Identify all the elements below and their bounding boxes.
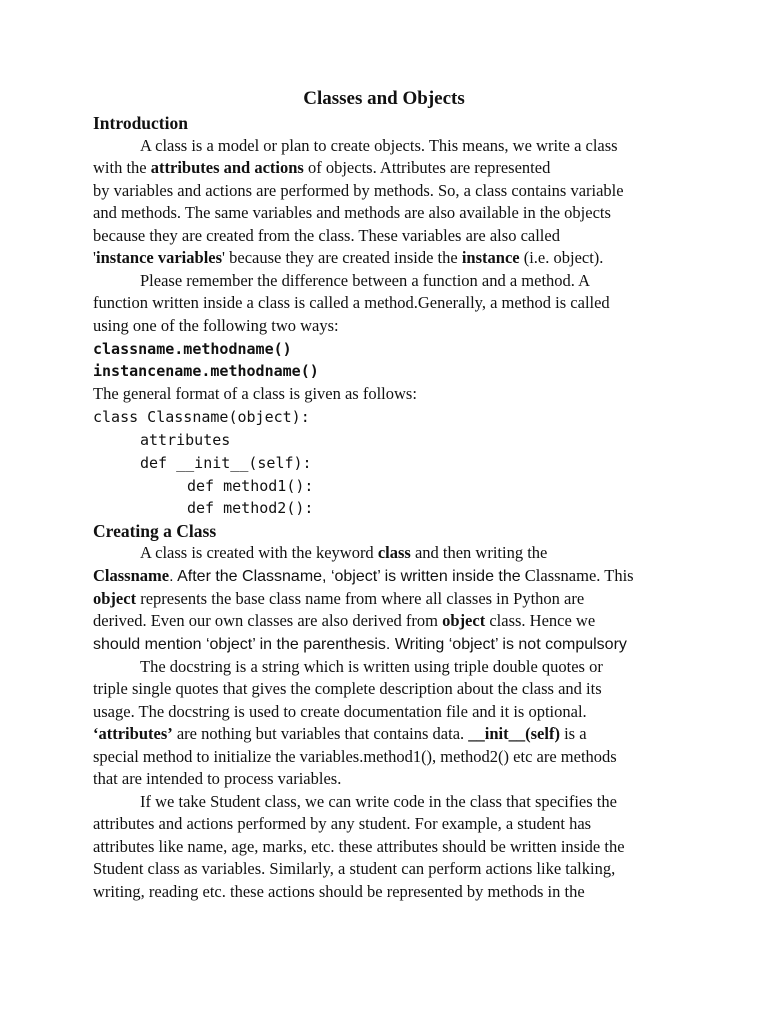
create-p2-line2: triple single quotes that gives the complete description about the class and its [93,679,602,698]
create-p3-line5: writing, reading etc. these actions should be represented by methods in the [93,882,585,901]
intro-p2-line1: Please remember the difference between a function and a method. A [140,271,591,290]
create-p1-line5: should mention ‘object’ in the parenthesis. Writing ‘object’ is not compulsory [93,636,627,653]
create-p3-line4: Student class as variables. Similarly, a student can perform actions like talking, [93,859,616,878]
create-p2-line6: that are intended to process variables. [93,769,342,788]
create-p2-line1: The docstring is a string which is written using triple double quotes or [140,657,603,676]
intro-p1-line4: and methods. The same variables and methods are also available in the objects [93,203,611,222]
heading-introduction: Introduction [93,113,188,133]
intro-p2-line3: using one of the following two ways: [93,316,339,335]
create-p2-line4: ‘attributes’ are nothing but variables that contains data. __init__(self) is a [93,724,587,743]
intro-p1-line5: because they are created from the class. These variables are also called [93,226,560,245]
heading-creating-a-class: Creating a Class [93,521,217,541]
create-p1-line2: Classname. After the Classname, ‘object’ is written inside the Classname. This [93,566,634,585]
general-format-text: The general format of a class is given as follows: [93,384,417,403]
page-title: Classes and Objects [303,88,465,109]
create-p3-line1: If we take Student class, we can write code in the class that specifies the [140,792,617,811]
code-line-init: def __init__(self): [140,454,312,472]
create-p2-line5: special method to initialize the variables.method1(), method2() etc are methods [93,747,617,766]
code-classname-call: classname.methodname() [93,340,292,358]
create-p3-line2: attributes and actions performed by any student. For example, a student has [93,814,592,833]
intro-p1-line1: A class is a model or plan to create objects. This means, we write a class [140,136,618,155]
create-p2-line3: usage. The docstring is used to create documentation file and it is optional. [93,702,587,721]
code-instancename-call: instancename.methodname() [93,362,319,380]
create-p1-line3: object represents the base class name from where all classes in Python are [93,589,585,608]
intro-p1-line2: with the attributes and actions of objects. Attributes are represented [93,158,551,177]
code-line-method1: def method1(): [187,477,314,495]
code-line-attributes: attributes [140,431,231,449]
code-line-method2: def method2(): [187,499,314,517]
intro-p1-line6: 'instance variables' because they are created inside the instance (i.e. object). [93,248,604,267]
create-p3-line3: attributes like name, age, marks, etc. these attributes should be written inside the [93,837,625,856]
create-p1-line4: derived. Even our own classes are also derived from object class. Hence we [93,611,596,630]
create-p1-line1: A class is created with the keyword class and then writing the [140,543,548,562]
intro-p1-line3: by variables and actions are performed by methods. So, a class contains variable [93,181,624,200]
code-line-class: class Classname(object): [93,408,310,426]
intro-p2-line2: function written inside a class is called a method.Generally, a method is called [93,293,610,312]
